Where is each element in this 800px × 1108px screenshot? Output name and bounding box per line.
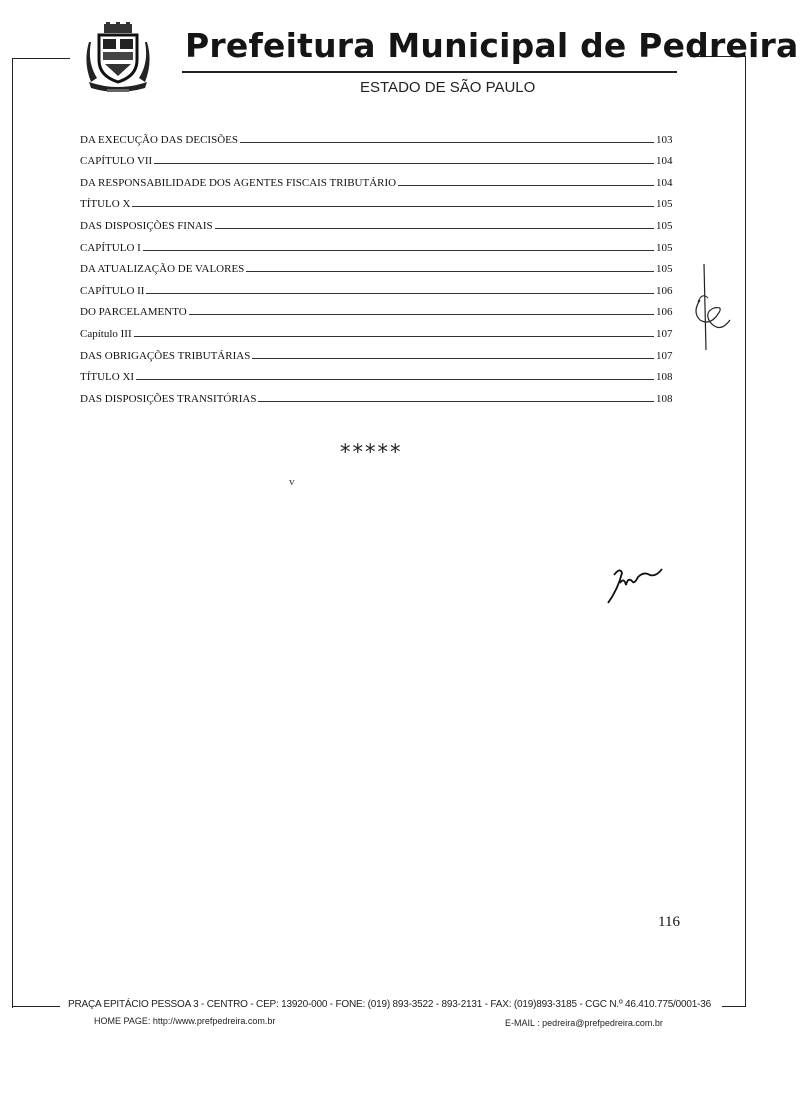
toc-entry-label: DA RESPONSABILIDADE DOS AGENTES FISCAIS TRIBUTÁRIO [80, 176, 397, 189]
toc-entry-page: 104 [656, 176, 673, 189]
toc-leader [132, 206, 654, 207]
toc-entry-label: CAPÍTULO VII [80, 155, 153, 168]
toc-entry-page: 107 [656, 327, 673, 340]
toc-entry-label: DO PARCELAMENTO [80, 306, 187, 319]
toc-entry-label: CAPÍTULO II [80, 284, 145, 297]
initials-signature-icon [600, 555, 670, 610]
toc-entry-page: 106 [656, 284, 673, 297]
header-rule [182, 71, 677, 73]
toc-leader [154, 163, 654, 164]
toc-entry [80, 146, 680, 168]
frame-top-left-border [12, 58, 70, 59]
toc-entry [80, 254, 680, 276]
toc-leader [143, 250, 654, 251]
toc-entry [80, 232, 680, 254]
toc-leader [240, 142, 654, 143]
toc-entry-label: DA ATUALIZAÇÃO DE VALORES [80, 263, 245, 276]
toc-leader [134, 336, 654, 337]
toc-entry-label: DAS DISPOSIÇÕES TRANSITÓRIAS [80, 392, 257, 405]
toc-entry-label: TÍTULO XI [80, 371, 135, 384]
header-subtitle: ESTADO DE SÃO PAULO [360, 79, 536, 96]
toc-entry-page: 105 [656, 219, 673, 232]
toc-entry-label: CAPÍTULO I [80, 241, 141, 254]
frame-right-border [745, 56, 746, 1006]
table-of-contents [80, 124, 680, 405]
toc-leader [146, 293, 654, 294]
header-title: Prefeitura Municipal de Pedreira [185, 26, 799, 65]
frame-bottom-right-border [722, 1006, 746, 1007]
toc-leader [398, 185, 654, 186]
frame-left-border [12, 58, 13, 1008]
toc-entry [80, 124, 680, 146]
toc-leader [189, 314, 654, 315]
coat-of-arms-icon [85, 22, 151, 94]
stray-mark: v [289, 476, 295, 488]
toc-entry-page: 105 [656, 198, 673, 211]
toc-entry [80, 297, 680, 319]
toc-entry-label: DAS DISPOSIÇÕES FINAIS [80, 219, 213, 232]
toc-leader [246, 271, 654, 272]
frame-bottom-left-border [12, 1006, 60, 1007]
toc-entry-page: 105 [656, 263, 673, 276]
page-number: 116 [658, 914, 680, 930]
toc-entry-page: 107 [656, 349, 673, 362]
footer-address: PRAÇA EPITÁCIO PESSOA 3 - CENTRO - CEP: 13920-000 - FONE: (019) 893-3522 - 893-2131 - FAX: (019)893-3185 - CGC N.º 46.410.775/0001-36 [68, 999, 711, 1010]
toc-entry-page: 103 [656, 133, 673, 146]
toc-entry-page: 108 [656, 371, 673, 384]
toc-entry [80, 210, 680, 232]
toc-entry [80, 189, 680, 211]
toc-entry-label: DA EXECUÇÃO DAS DECISÕES [80, 133, 238, 146]
toc-leader [136, 379, 654, 380]
toc-entry [80, 318, 680, 340]
toc-entry-label: TÍTULO X [80, 198, 131, 211]
toc-entry-page: 106 [656, 306, 673, 319]
footer-home-page: HOME PAGE: http://www.prefpedreira.com.br [94, 1016, 276, 1026]
toc-entry-page: 105 [656, 241, 673, 254]
toc-entry-page: 104 [656, 155, 673, 168]
section-separator: ***** [340, 440, 403, 464]
toc-entry-page: 108 [656, 392, 673, 405]
toc-entry-label: DAS OBRIGAÇÕES TRIBUTÁRIAS [80, 349, 251, 362]
toc-leader [215, 228, 654, 229]
toc-leader [258, 401, 654, 402]
toc-entry [80, 275, 680, 297]
margin-signature-icon [690, 262, 734, 352]
toc-entry [80, 383, 680, 405]
toc-entry [80, 167, 680, 189]
toc-entry [80, 340, 680, 362]
toc-leader [252, 358, 654, 359]
toc-entry-label: Capítulo III [80, 327, 132, 340]
footer-email: E-MAIL : pedreira@prefpedreira.com.br [505, 1018, 663, 1028]
toc-entry [80, 362, 680, 384]
